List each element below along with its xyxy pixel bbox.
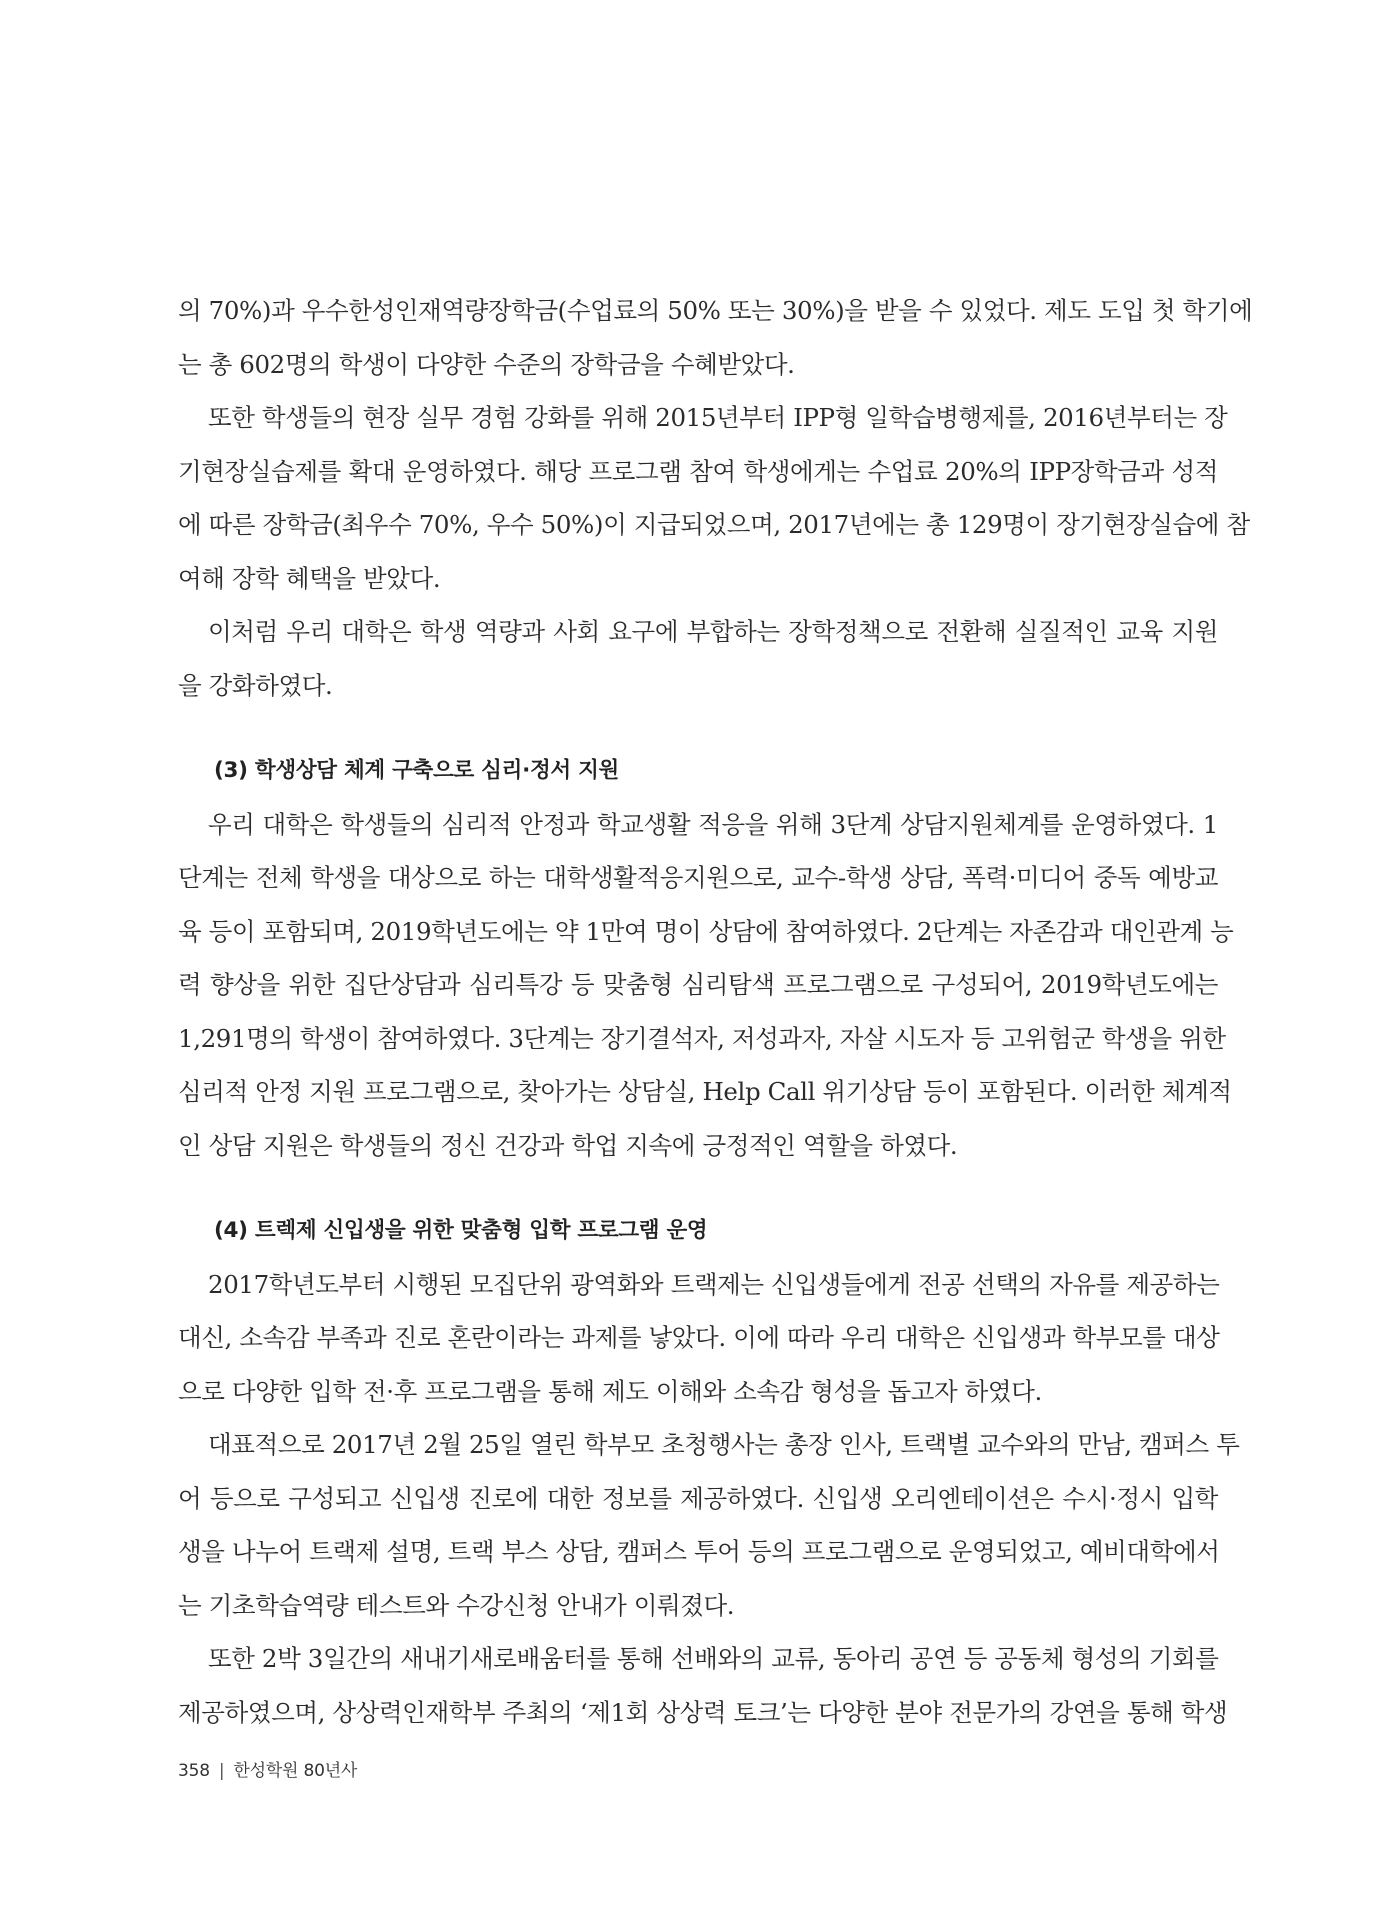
text-line: 는 기초학습역량 테스트와 수강신청 안내가 이뤄졌다. bbox=[178, 1590, 735, 1620]
text-line: 대표적으로 2017년 2월 25일 열린 학부모 초청행사는 총장 인사, 트랙별 교수와의 만남, 캠퍼스 투 bbox=[208, 1430, 1240, 1459]
text-line: 인 상담 지원은 학생들의 정신 건강과 학업 지속에 긍정적인 역할을 하였다. bbox=[178, 1130, 958, 1160]
text-line: 심리적 안정 지원 프로그램으로, 찾아가는 상담실, Help Call 위기상담 등이 포함된다. 이러한 체계적 bbox=[178, 1077, 1232, 1106]
page-number: 358 bbox=[178, 1761, 210, 1781]
text-line: 의 70%)과 우수한성인재역량장학금(수업료의 50% 또는 30%)을 받을 수 있었다. 제도 도입 첫 학기에 bbox=[178, 296, 1253, 325]
text-line: 어 등으로 구성되고 신입생 진로에 대한 정보를 제공하였다. 신입생 오리엔테이션은 수시·정시 입학 bbox=[178, 1483, 1218, 1513]
page-footer bbox=[178, 1756, 357, 1781]
page-body bbox=[178, 284, 1253, 1739]
text-line: 력 향상을 위한 집단상담과 심리특강 등 맞춤형 심리탐색 프로그램으로 구성되어, 2019학년도에는 bbox=[178, 970, 1218, 999]
paragraph bbox=[178, 798, 1234, 1173]
text-line: 생을 나누어 트랙제 설명, 트랙 부스 상담, 캠퍼스 투어 등의 프로그램으로 운영되었고, 예비대학에서 bbox=[178, 1537, 1220, 1566]
text-line: 2017학년도부터 시행된 모집단위 광역화와 트랙제는 신입생들에게 전공 선택의 자유를 제공하는 bbox=[208, 1269, 1220, 1299]
text-line: 1,291명의 학생이 참여하였다. 3단계는 장기결석자, 저성과자, 자살 시도자 등 고위험군 학생을 위한 bbox=[178, 1023, 1226, 1053]
section-heading: (4) 트렉제 신입생을 위한 맞춤형 입학 프로그램 운영 bbox=[214, 1218, 708, 1243]
text-line: 우리 대학은 학생들의 심리적 안정과 학교생활 적응을 위해 3단계 상담지원체계를 운영하였다. 1 bbox=[208, 809, 1218, 839]
text-line: 으로 다양한 입학 전·후 프로그램을 통해 제도 이해와 소속감 형성을 돕고자 하였다. bbox=[178, 1376, 1042, 1406]
text-line: 또한 2박 3일간의 새내기새로배움터를 통해 선배와의 교류, 동아리 공연 등 공동체 형성의 기회를 bbox=[208, 1644, 1219, 1673]
book-title: 한성학원 80년사 bbox=[233, 1761, 358, 1781]
paragraph bbox=[178, 1418, 1240, 1632]
paragraph bbox=[178, 605, 1218, 712]
text-line: 을 강화하였다. bbox=[178, 670, 333, 700]
text-line: 육 등이 포함되며, 2019학년도에는 약 1만여 명이 상담에 참여하였다. 2단계는 자존감과 대인관계 능 bbox=[178, 916, 1234, 946]
text-line: 또한 학생들의 현장 실무 경험 강화를 위해 2015년부터 IPP형 일학습병행제를, 2016년부터는 장 bbox=[208, 403, 1228, 432]
text-line: 단계는 전체 학생을 대상으로 하는 대학생활적응지원으로, 교수-학생 상담, 폭력·미디어 중독 예방교 bbox=[178, 863, 1218, 892]
footer-separator: | bbox=[218, 1761, 225, 1781]
text-line: 대신, 소속감 부족과 진로 혼란이라는 과제를 낳았다. 이에 따라 우리 대학은 신입생과 학부모를 대상 bbox=[178, 1323, 1220, 1352]
text-line: 여해 장학 혜택을 받았다. bbox=[178, 563, 441, 593]
paragraph bbox=[178, 391, 1250, 605]
section-heading: (3) 학생상담 체계 구축으로 심리·정서 지원 bbox=[214, 758, 620, 783]
paragraph bbox=[178, 1632, 1228, 1739]
paragraph bbox=[178, 284, 1253, 391]
text-line: 는 총 602명의 학생이 다양한 수준의 장학금을 수혜받았다. bbox=[178, 349, 795, 379]
text-line: 기현장실습제를 확대 운영하였다. 해당 프로그램 참여 학생에게는 수업료 20%의 IPP장학금과 성적 bbox=[178, 456, 1218, 486]
text-line: 이처럼 우리 대학은 학생 역량과 사회 요구에 부합하는 장학정책으로 전환해 실질적인 교육 지원 bbox=[208, 617, 1218, 646]
paragraph bbox=[178, 1258, 1218, 1419]
text-line: 에 따른 장학금(최우수 70%, 우수 50%)이 지급되었으며, 2017년에는 총 129명이 장기현장실습에 참 bbox=[178, 510, 1250, 539]
text-line: 제공하였으며, 상상력인재학부 주최의 ‘제1회 상상력 토크’는 다양한 분야 전문가의 강연을 통해 학생 bbox=[178, 1697, 1228, 1727]
